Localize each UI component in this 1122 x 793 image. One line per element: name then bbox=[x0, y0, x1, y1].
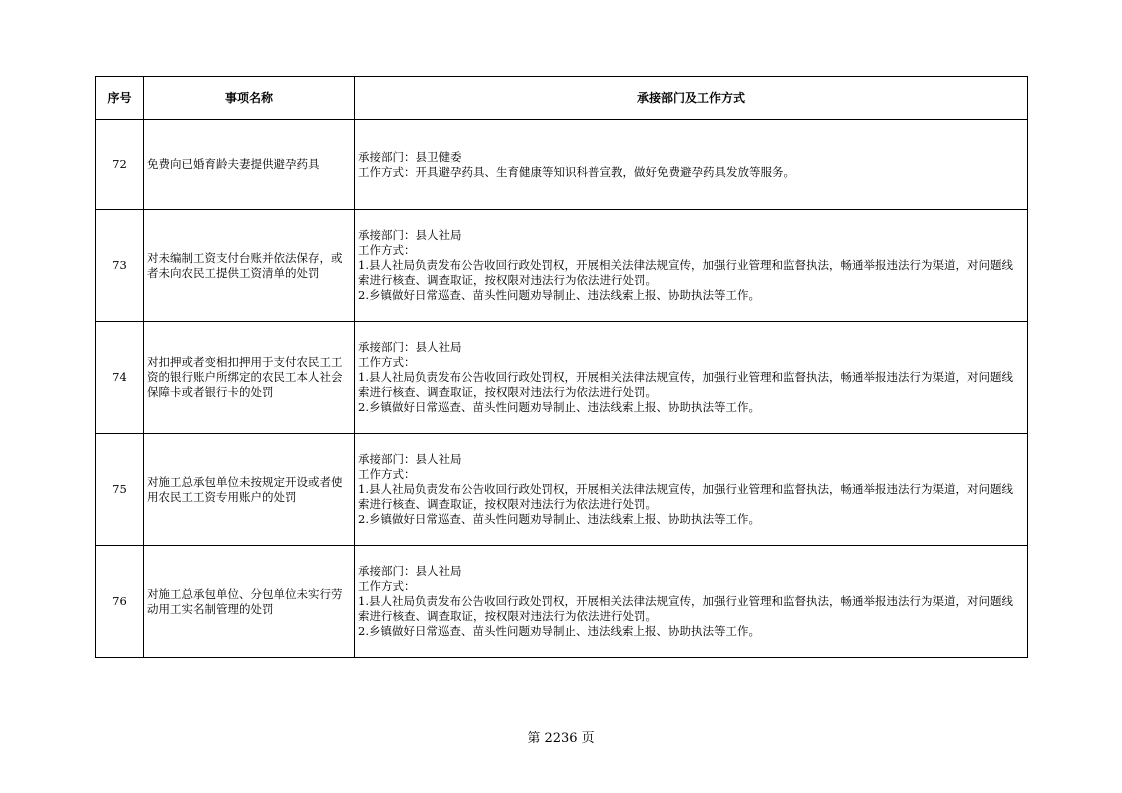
row-name: 免费向已婚育龄夫妻提供避孕药具 bbox=[144, 120, 355, 210]
detail-line: 2.乡镇做好日常巡查、苗头性问题劝导制止、违法线索上报、协助执法等工作。 bbox=[358, 400, 760, 414]
row-detail bbox=[355, 120, 1028, 210]
row-seq: 75 bbox=[96, 434, 144, 546]
detail-line: 承接部门：县人社局 bbox=[358, 228, 462, 242]
row-name: 对施工总承包单位未按规定开设或者使用农民工工资专用账户的处罚 bbox=[144, 434, 355, 546]
row-detail bbox=[355, 546, 1028, 658]
row-name: 对未编制工资支付台账并依法保存，或者未向农民工提供工资清单的处罚 bbox=[144, 210, 355, 322]
row-detail bbox=[355, 434, 1028, 546]
row-seq: 76 bbox=[96, 546, 144, 658]
detail-line: 2.乡镇做好日常巡查、苗头性问题劝导制止、违法线索上报、协助执法等工作。 bbox=[358, 624, 760, 638]
header-dept: 承接部门及工作方式 bbox=[355, 77, 1028, 120]
detail-line: 承接部门：县人社局 bbox=[358, 340, 462, 354]
detail-line: 承接部门：县卫健委 bbox=[358, 149, 462, 164]
header-row bbox=[96, 77, 1028, 120]
detail-line: 1.县人社局负责发布公告收回行政处罚权，开展相关法律法规宣传，加强行业管理和监督执法，畅通举报违法行为渠道，对问题线索进行核查、调查取证，按权限对违法行为依法进行处罚。 bbox=[358, 370, 1013, 399]
detail-line: 2.乡镇做好日常巡查、苗头性问题劝导制止、违法线索上报、协助执法等工作。 bbox=[358, 288, 760, 302]
detail-line: 1.县人社局负责发布公告收回行政处罚权，开展相关法律法规宣传，加强行业管理和监督执法，畅通举报违法行为渠道，对问题线索进行核查、调查取证，按权限对违法行为依法进行处罚。 bbox=[358, 258, 1013, 287]
table-row bbox=[96, 210, 1028, 322]
detail-line: 工作方式：开具避孕药具、生育健康等知识科普宣教，做好免费避孕药具发放等服务。 bbox=[358, 164, 795, 179]
detail-line: 承接部门：县人社局 bbox=[358, 452, 462, 466]
matters-table bbox=[95, 76, 1028, 658]
detail-line: 1.县人社局负责发布公告收回行政处罚权，开展相关法律法规宣传，加强行业管理和监督执法，畅通举报违法行为渠道，对问题线索进行核查、调查取证，按权限对违法行为依法进行处罚。 bbox=[358, 482, 1013, 511]
detail-line: 2.乡镇做好日常巡查、苗头性问题劝导制止、违法线索上报、协助执法等工作。 bbox=[358, 512, 760, 526]
header-name: 事项名称 bbox=[144, 77, 355, 120]
detail-line: 承接部门：县人社局 bbox=[358, 564, 462, 578]
row-detail bbox=[355, 210, 1028, 322]
detail-line: 1.县人社局负责发布公告收回行政处罚权，开展相关法律法规宣传，加强行业管理和监督执法，畅通举报违法行为渠道，对问题线索进行核查、调查取证，按权限对违法行为依法进行处罚。 bbox=[358, 594, 1013, 623]
detail-line: 工作方式： bbox=[358, 355, 416, 369]
detail-line: 工作方式： bbox=[358, 243, 416, 257]
row-seq: 72 bbox=[96, 120, 144, 210]
row-seq: 73 bbox=[96, 210, 144, 322]
row-detail bbox=[355, 322, 1028, 434]
detail-line: 工作方式： bbox=[358, 467, 416, 481]
page-number: 第 2236 页 bbox=[527, 731, 595, 746]
header-seq: 序号 bbox=[96, 77, 144, 120]
table-row bbox=[96, 546, 1028, 658]
table-row bbox=[96, 322, 1028, 434]
table-row bbox=[96, 120, 1028, 210]
table-row bbox=[96, 434, 1028, 546]
row-name: 对施工总承包单位、分包单位未实行劳动用工实名制管理的处罚 bbox=[144, 546, 355, 658]
row-name: 对扣押或者变相扣押用于支付农民工工资的银行账户所绑定的农民工本人社会保障卡或者银行卡的处罚 bbox=[144, 322, 355, 434]
row-seq: 74 bbox=[96, 322, 144, 434]
detail-line: 工作方式： bbox=[358, 579, 416, 593]
